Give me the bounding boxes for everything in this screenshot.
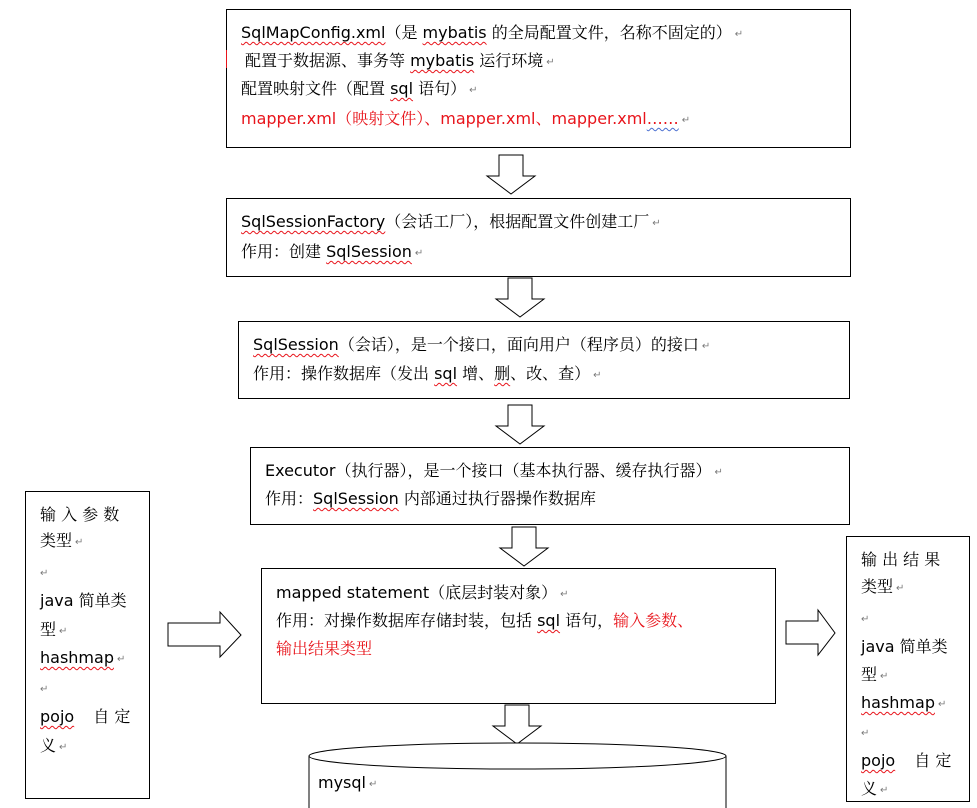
return-mark: ↵ — [861, 728, 870, 739]
executor-line-1: Executor（执行器），是一个接口（基本执行器、缓存执行器） ↵ — [265, 461, 723, 480]
return-mark: ↵ — [681, 115, 691, 126]
right-arrow-output — [786, 610, 836, 656]
sqlsession-line-1: SqlSession（会话），是一个接口，面向用户（程序员）的接口 ↵ — [253, 335, 711, 354]
return-mark: ↵ — [40, 568, 49, 579]
return-mark: ↵ — [714, 467, 723, 478]
return-mark: ↵ — [880, 785, 889, 796]
return-mark: ↵ — [560, 589, 569, 600]
sqlsession-line-2: 作用：操作数据库（发出 sql 增、删、改、查） ↵ — [253, 364, 602, 383]
return-mark: ↵ — [369, 779, 378, 790]
return-mark: ↵ — [59, 742, 68, 753]
output-java-1: java 简单类 — [861, 637, 948, 656]
output-result-box — [846, 536, 970, 802]
output-pojo-2: 义 ↵ — [861, 779, 889, 798]
input-pojo-2: 义 ↵ — [40, 736, 68, 755]
mysql-label: mysql ↵ — [318, 773, 378, 792]
sqlmapconfig-line-4: mapper.xml（映射文件）、mapper.xml、mapper.xml…… ↵ — [241, 109, 691, 128]
return-mark: ↵ — [59, 626, 68, 637]
output-blank-1 — [861, 607, 869, 631]
return-mark: ↵ — [469, 85, 478, 96]
output-blank-2 — [861, 721, 869, 745]
sqlmapconfig-line-3: 配置映射文件（配置 sql 语句） ↵ — [241, 79, 478, 98]
return-mark: ↵ — [593, 370, 602, 381]
mapped-statement-line-3: 输出结果类型 — [276, 639, 373, 658]
sqlsessionfactory-box — [226, 198, 851, 277]
output-hashmap: hashmap ↵ — [861, 693, 947, 712]
input-pojo-1: pojo 自 定 — [40, 707, 131, 726]
output-pojo-1: pojo 自 定 — [861, 751, 952, 770]
return-mark: ↵ — [40, 684, 49, 695]
output-title-2: 类型 ↵ — [861, 577, 905, 596]
input-java-1: java 简单类 — [40, 591, 127, 610]
down-arrow-5 — [492, 705, 542, 745]
mapped-statement-line-2: 作用：对操作数据库存储封装，包括 sql 语句，输入参数、 — [276, 611, 694, 630]
input-params-box — [25, 491, 150, 799]
output-title-1: 输 出 结 果 — [861, 550, 941, 569]
input-hashmap: hashmap ↵ — [40, 648, 126, 667]
mapped-statement-line-1: mapped statement（底层封装对象） ↵ — [276, 583, 569, 602]
mapped-statement-box — [261, 568, 776, 704]
executor-line-2: 作用：SqlSession 内部通过执行器操作数据库 — [265, 489, 596, 508]
down-arrow-4 — [499, 527, 549, 567]
sqlsession-box — [238, 321, 850, 399]
return-mark: ↵ — [414, 248, 424, 259]
return-mark: ↵ — [652, 218, 661, 229]
return-mark: ↵ — [880, 671, 889, 682]
sqlmapconfig-line-1: SqlMapConfig.xml（是 mybatis 的全局配置文件，名称不固定的） ↵ — [241, 23, 744, 42]
return-mark: ↵ — [701, 341, 711, 352]
text-cursor — [226, 50, 227, 68]
input-title-2: 类型 ↵ — [40, 531, 84, 550]
sqlsessionfactory-line-1: SqlSessionFactory（会话工厂），根据配置文件创建工厂 ↵ — [241, 212, 661, 231]
return-mark: ↵ — [546, 57, 555, 68]
sqlmapconfig-box — [226, 9, 851, 148]
return-mark: ↵ — [116, 654, 126, 665]
return-mark: ↵ — [734, 29, 744, 40]
return-mark: ↵ — [861, 614, 870, 625]
return-mark: ↵ — [75, 537, 84, 548]
input-blank-2 — [40, 677, 48, 701]
sqlsessionfactory-line-2: 作用：创建 SqlSession ↵ — [241, 242, 424, 261]
down-arrow-3 — [495, 405, 545, 445]
return-mark: ↵ — [937, 699, 947, 710]
right-arrow-input — [168, 612, 242, 658]
down-arrow-1 — [486, 155, 536, 195]
input-title-1: 输 入 参 数 — [40, 505, 120, 524]
input-java-2: 型 ↵ — [40, 620, 68, 639]
sqlmapconfig-line-2: 配置于数据源、事务等 mybatis 运行环境 ↵ — [245, 51, 555, 70]
executor-box — [250, 447, 850, 525]
input-blank-1 — [40, 561, 48, 585]
return-mark: ↵ — [896, 583, 905, 594]
down-arrow-2 — [495, 278, 545, 318]
output-java-2: 型 ↵ — [861, 665, 889, 684]
